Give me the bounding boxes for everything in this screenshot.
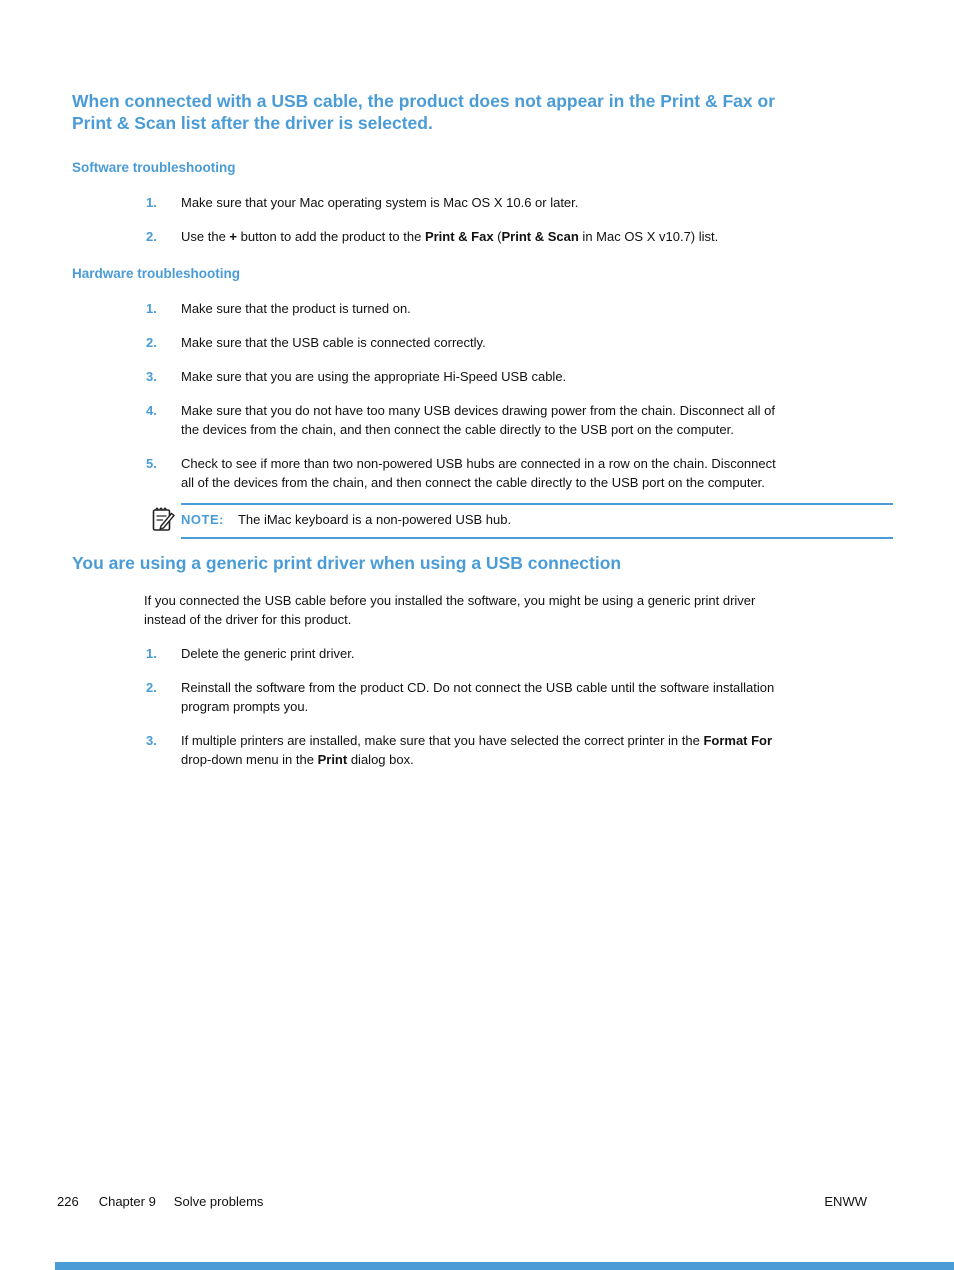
list-item — [146, 299, 916, 318]
software-troubleshooting-list — [146, 193, 916, 261]
list-item — [146, 227, 916, 246]
list-item-number: 2. — [146, 680, 157, 695]
footer-chapter: Chapter 9 — [98, 1194, 156, 1209]
list-item-text: Delete the generic print driver. — [181, 646, 355, 661]
note-text: The iMac keyboard is a non-powered USB hub. — [237, 512, 512, 527]
list-item — [146, 401, 916, 439]
footer-section: Solve problems — [173, 1194, 264, 1209]
subheading-software-troubleshooting: Software troubleshooting — [72, 160, 236, 175]
bottom-accent-bar — [55, 1262, 954, 1270]
note-icon — [152, 503, 181, 537]
generic-driver-intro: If you connected the USB cable before you installed the software, you might be using a generic print driver instead of the driver for this product. — [144, 593, 756, 627]
note-callout — [152, 503, 893, 539]
hardware-troubleshooting-list — [146, 299, 916, 507]
generic-driver-list — [146, 644, 916, 784]
list-item-text: Check to see if more than two non-powered USB hubs are connected in a row on the chain. Disconnect all of the devices from the chain, and then connect the cable directly to the USB port on the computer. — [181, 456, 776, 490]
list-item-number: 1. — [146, 195, 157, 210]
list-item-number: 2. — [146, 229, 157, 244]
list-item — [146, 644, 916, 663]
list-item — [146, 678, 916, 716]
footer-edition: ENWW — [824, 1194, 867, 1209]
list-item-text: Make sure that you are using the appropriate Hi-Speed USB cable. — [181, 369, 567, 384]
section-title-generic-driver: You are using a generic print driver when using a USB connection — [72, 553, 622, 573]
list-item-text: Make sure that the product is turned on. — [181, 301, 411, 316]
list-item-text: If multiple printers are installed, make sure that you have selected the correct printer in the Format For drop-down menu in the Print dialog box. — [181, 733, 773, 767]
list-item-number: 1. — [146, 301, 157, 316]
list-item-text: Reinstall the software from the product CD. Do not connect the USB cable until the software installation program prompts you. — [181, 680, 775, 714]
note-body — [181, 503, 893, 539]
list-item-text: Use the + button to add the product to the Print & Fax (Print & Scan in Mac OS X v10.7) list. — [181, 229, 719, 244]
list-item-number: 5. — [146, 456, 157, 471]
list-item — [146, 333, 916, 352]
page-footer — [57, 1193, 867, 1211]
list-item-number: 4. — [146, 403, 157, 418]
list-item-number: 3. — [146, 369, 157, 384]
note-label: NOTE: — [181, 512, 224, 527]
list-item-number: 2. — [146, 335, 157, 350]
list-item — [146, 193, 916, 212]
list-item-number: 3. — [146, 733, 157, 748]
list-item — [146, 731, 916, 769]
list-item-text: Make sure that you do not have too many USB devices drawing power from the chain. Disconnect all of the devices from the chain, and then connect the cable directly to the USB port on the computer. — [181, 403, 775, 437]
list-item-number: 1. — [146, 646, 157, 661]
list-item — [146, 367, 916, 386]
list-item — [146, 454, 916, 492]
list-item-text: Make sure that your Mac operating system is Mac OS X 10.6 or later. — [181, 195, 579, 210]
subheading-hardware-troubleshooting: Hardware troubleshooting — [72, 266, 241, 281]
footer-page-number: 226 — [57, 1194, 79, 1209]
list-item-text: Make sure that the USB cable is connected correctly. — [181, 335, 486, 350]
section-title-usb-not-appear: When connected with a USB cable, the product does not appear in the Print & Fax or Print & Scan list after the driver is selected. — [72, 91, 775, 133]
